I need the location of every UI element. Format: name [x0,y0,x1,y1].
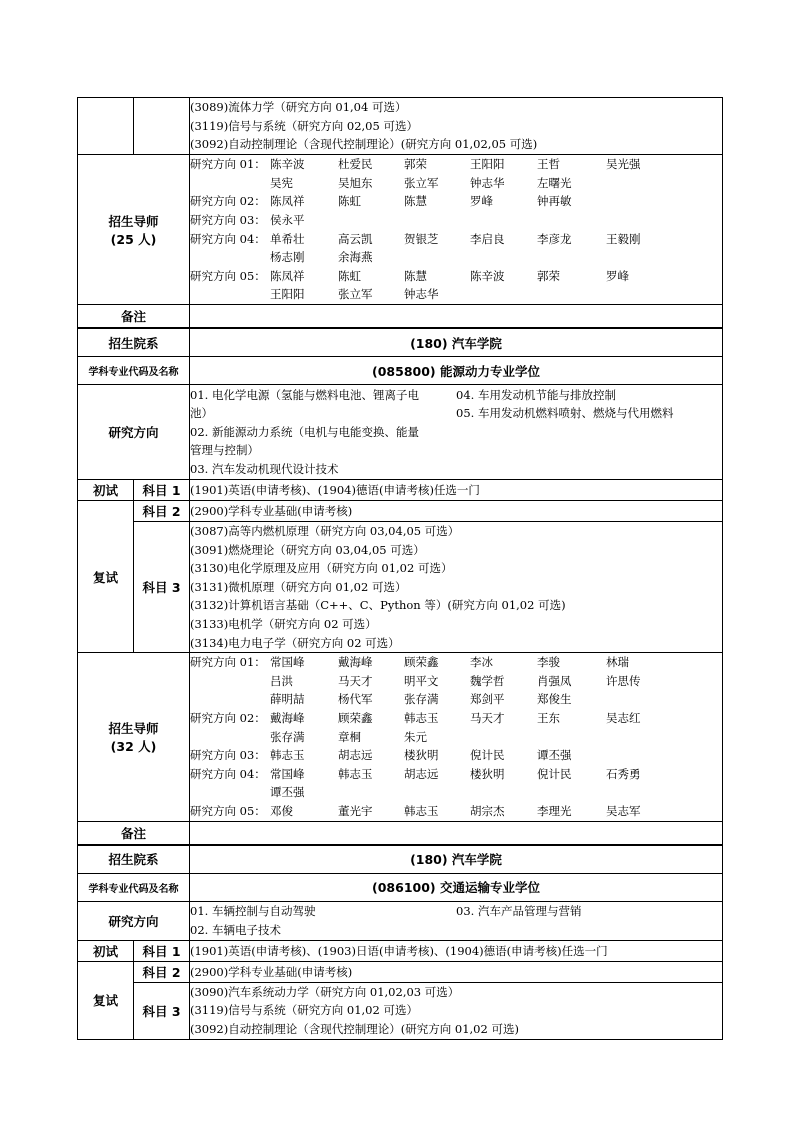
advisor-name: 倪计民 [470,748,505,763]
advisor-name: 郭荣 [537,268,560,283]
research-label: 研究方向 [78,901,190,940]
subject1-value: (1901)英语(申请考核)、(1903)日语(申请考核)、(1904)德语(申请考核)任选一门 [190,940,723,961]
subject2-value: (2900)学科专业基础(申请考核) [190,961,723,982]
advisor-name: 钟志华 [470,175,505,190]
remarks-value [190,821,723,845]
research-item: 01. 电化学电源（氢能与燃料电池、锂离子电 [190,387,419,402]
advisor-name: 张立军 [404,175,439,190]
s2-advisors-list [190,653,723,821]
dept-value: (180) 汽车学院 [190,845,723,874]
advisor-row [190,211,722,230]
exam-item: (3130)电化学原理及应用（研究方向 01,02 可选） [190,561,453,576]
research-item: 管理与控制） [190,443,259,458]
advisor-name: 韩志玉 [404,710,439,725]
s2-subject2-row [78,501,723,522]
research-item: 池） [190,406,213,421]
s2-subject3-row [78,522,723,653]
advisor-name: 顾荣鑫 [404,655,439,670]
advisor-name: 张存满 [270,729,305,744]
advisor-name: 马天才 [470,710,505,725]
retest-label: 复试 [78,961,134,1039]
advisor-name: 倪计民 [537,766,572,781]
research-item: 04. 车用发动机节能与排放控制 [456,387,616,402]
exam-item: (3119)信号与系统（研究方向 01,02 可选） [190,1003,418,1018]
advisor-name: 胡宗杰 [470,803,505,818]
subject3-items [190,982,723,1039]
advisor-name: 邓俊 [270,803,293,818]
advisor-name: 朱元 [404,729,427,744]
subject3-label: 科目 3 [134,982,190,1039]
advisors-count: (32 人) [110,738,157,754]
s2-major-row [78,357,723,385]
advisor-name: 贺银芝 [404,231,439,246]
advisor-name: 常国峰 [270,655,305,670]
direction-label: 研究方向 02： [190,710,266,725]
s1-advisors-list [190,155,723,305]
advisor-row [190,746,722,765]
advisor-name: 林瑞 [606,655,629,670]
advisor-name: 陈虹 [338,194,361,209]
advisor-row [190,783,722,802]
major-label: 学科专业代码及名称 [78,357,190,385]
advisor-name: 石秀勇 [606,766,641,781]
advisor-row [190,267,722,286]
advisor-name: 杨志刚 [270,250,305,265]
exam-item: (3133)电机学（研究方向 02 可选） [190,616,377,631]
major-label: 学科专业代码及名称 [78,873,190,901]
advisor-name: 戴海峰 [338,655,373,670]
advisor-row [190,248,722,267]
advisor-row [190,802,722,821]
advisor-row [190,174,722,193]
prelim-label: 初试 [78,480,134,501]
advisor-row [190,230,722,249]
advisor-row [190,285,722,304]
dept-label: 招生院系 [78,328,190,357]
s2-advisors-label-cell [78,653,190,821]
advisor-name: 明平文 [404,673,439,688]
major-value: (086100) 交通运输专业学位 [190,873,723,901]
advisor-row [190,672,722,691]
research-item: 03. 汽车发动机现代设计技术 [190,461,339,476]
direction-label: 研究方向 01： [190,655,266,670]
advisor-name: 单希壮 [270,231,305,246]
research-item: 03. 汽车产品管理与营销 [456,903,582,918]
advisor-name: 陈凤祥 [270,194,305,209]
research-item: 02. 车辆电子技术 [190,922,281,937]
advisor-name: 吕洪 [270,673,293,688]
advisor-row [190,765,722,784]
dept-value: (180) 汽车学院 [190,328,723,357]
advisor-name: 韩志玉 [404,803,439,818]
advisor-name: 钟再敏 [537,194,572,209]
advisor-name: 杜爱民 [338,157,373,172]
subject2-label: 科目 2 [134,501,190,522]
advisor-name: 杨代军 [338,692,373,707]
advisor-name: 章桐 [338,729,361,744]
subject1-value: (1901)英语(申请考核)、(1904)德语(申请考核)任选一门 [190,480,723,501]
advisor-name: 王毅刚 [606,231,641,246]
advisor-name: 胡志远 [338,748,373,763]
advisor-name: 顾荣鑫 [338,710,373,725]
advisor-name: 肖强凤 [537,673,572,688]
direction-label: 研究方向 03： [190,748,266,763]
advisor-name: 陈慧 [404,268,427,283]
retest-label: 复试 [78,501,134,653]
s3-dept-row [78,845,723,874]
advisor-name: 胡志远 [404,766,439,781]
advisor-name: 韩志玉 [270,748,305,763]
advisor-name: 吴宪 [270,175,293,190]
exam-item: (3132)计算机语言基础（C++、C、Python 等）(研究方向 01,02 可选) [190,598,566,613]
advisors-count: (25 人) [110,231,157,247]
advisor-name: 罗峰 [470,194,493,209]
s3-subject3-row [78,982,723,1039]
advisor-name: 楼狄明 [404,748,439,763]
subject3-label: 科目 3 [134,522,190,653]
s3-subject2-row [78,961,723,982]
direction-label: 研究方向 04： [190,231,266,246]
major-value: (085800) 能源动力专业学位 [190,357,723,385]
s2-remarks-row [78,821,723,845]
advisor-name: 李骏 [537,655,560,670]
s1-advisors-row [78,155,723,305]
s1-subject3-cell [134,98,190,155]
advisor-row [190,192,722,211]
advisor-name: 许思传 [606,673,641,688]
advisor-name: 王哲 [537,157,560,172]
advisor-name: 张立军 [338,287,373,302]
advisor-name: 左曙光 [537,175,572,190]
advisor-name: 王东 [537,710,560,725]
direction-label: 研究方向 04： [190,766,266,781]
exam-item: (3134)电力电子学（研究方向 02 可选） [190,635,400,650]
advisor-name: 罗峰 [606,268,629,283]
advisor-row [190,728,722,747]
advisor-name: 薛明喆 [270,692,305,707]
advisor-name: 李彦龙 [537,231,572,246]
s2-advisors-row [78,653,723,821]
research-directions [190,901,723,940]
subject2-label: 科目 2 [134,961,190,982]
research-item: 02. 新能源动力系统（电机与电能变换、能量 [190,424,419,439]
advisor-name: 常国峰 [270,766,305,781]
direction-label: 研究方向 01： [190,157,266,172]
advisor-name: 郑俊生 [537,692,572,707]
advisor-name: 谭丕强 [537,748,572,763]
subject2-value: (2900)学科专业基础(申请考核) [190,501,723,522]
advisor-name: 余海燕 [338,250,373,265]
advisor-name: 高云凯 [338,231,373,246]
advisor-name: 李冰 [470,655,493,670]
advisor-name: 吴志红 [606,710,641,725]
advisor-name: 李启良 [470,231,505,246]
advisor-name: 楼狄明 [470,766,505,781]
advisor-name: 钟志华 [404,287,439,302]
remarks-label: 备注 [78,821,190,845]
advisor-name: 陈慧 [404,194,427,209]
advisor-name: 王阳阳 [470,157,505,172]
remarks-label: 备注 [78,305,190,329]
advisor-name: 郭荣 [404,157,427,172]
exam-item: (3091)燃烧理论（研究方向 03,04,05 可选） [190,542,425,557]
exam-item: (3131)微机原理（研究方向 01,02 可选） [190,579,407,594]
s2-dept-row [78,328,723,357]
s1-exam-item: (3119)信号与系统（研究方向 02,05 可选） [190,118,418,133]
s2-research-row [78,385,723,480]
advisor-name: 陈凤祥 [270,268,305,283]
s1-exam-item: (3089)流体力学（研究方向 01,04 可选） [190,100,407,115]
s1-advisors-label-cell [78,155,190,305]
advisor-row [190,709,722,728]
dept-label: 招生院系 [78,845,190,874]
advisor-name: 韩志玉 [338,766,373,781]
prelim-label: 初试 [78,940,134,961]
subject3-items [190,522,723,653]
advisors-label: 招生导师 [108,720,159,736]
advisor-name: 郑剑平 [470,692,505,707]
advisors-label: 招生导师 [108,213,159,229]
research-label: 研究方向 [78,385,190,480]
advisor-name: 李理光 [537,803,572,818]
research-item: 05. 车用发动机燃料喷射、燃烧与代用燃料 [456,406,674,421]
advisor-name: 吴光强 [606,157,641,172]
exam-item: (3087)高等内燃机原理（研究方向 03,04,05 可选） [190,524,460,538]
s3-prelim-row [78,940,723,961]
advisor-name: 吴旭东 [338,175,373,190]
direction-label: 研究方向 05： [190,268,266,283]
s1-subject3-items [190,98,723,155]
advisor-row [190,155,722,174]
s2-prelim-row [78,480,723,501]
s1-exam-item: (3092)自动控制理论（含现代控制理论）(研究方向 01,02,05 可选) [190,137,538,152]
research-item: 01. 车辆控制与自动驾驶 [190,903,316,918]
direction-label: 研究方向 02： [190,194,266,209]
advisor-name: 陈辛波 [270,157,305,172]
admissions-table [77,97,723,1040]
exam-item: (3090)汽车系统动力学（研究方向 01,02,03 可选） [190,984,460,999]
s3-research-row [78,901,723,940]
advisor-name: 陈虹 [338,268,361,283]
advisor-name: 魏学哲 [470,673,505,688]
advisor-name: 王阳阳 [270,287,305,302]
advisor-row [190,653,722,672]
advisor-row [190,690,722,709]
direction-label: 研究方向 05： [190,803,266,818]
advisor-name: 张存满 [404,692,439,707]
remarks-value [190,305,723,329]
advisor-name: 侯永平 [270,212,305,227]
advisor-name: 董光宇 [338,803,373,818]
advisor-name: 陈辛波 [470,268,505,283]
subject1-label: 科目 1 [134,480,190,501]
s3-major-row [78,873,723,901]
advisor-name: 马天才 [338,673,373,688]
exam-item: (3092)自动控制理论（含现代控制理论）(研究方向 01,02 可选) [190,1021,519,1036]
s1-retest-cell [78,98,134,155]
s1-remarks-row [78,305,723,329]
advisor-name: 吴志军 [606,803,641,818]
advisor-name: 谭丕强 [270,785,305,800]
s1-subject3-row [78,98,723,155]
research-directions [190,385,723,480]
subject1-label: 科目 1 [134,940,190,961]
direction-label: 研究方向 03： [190,212,266,227]
advisor-name: 戴海峰 [270,710,305,725]
